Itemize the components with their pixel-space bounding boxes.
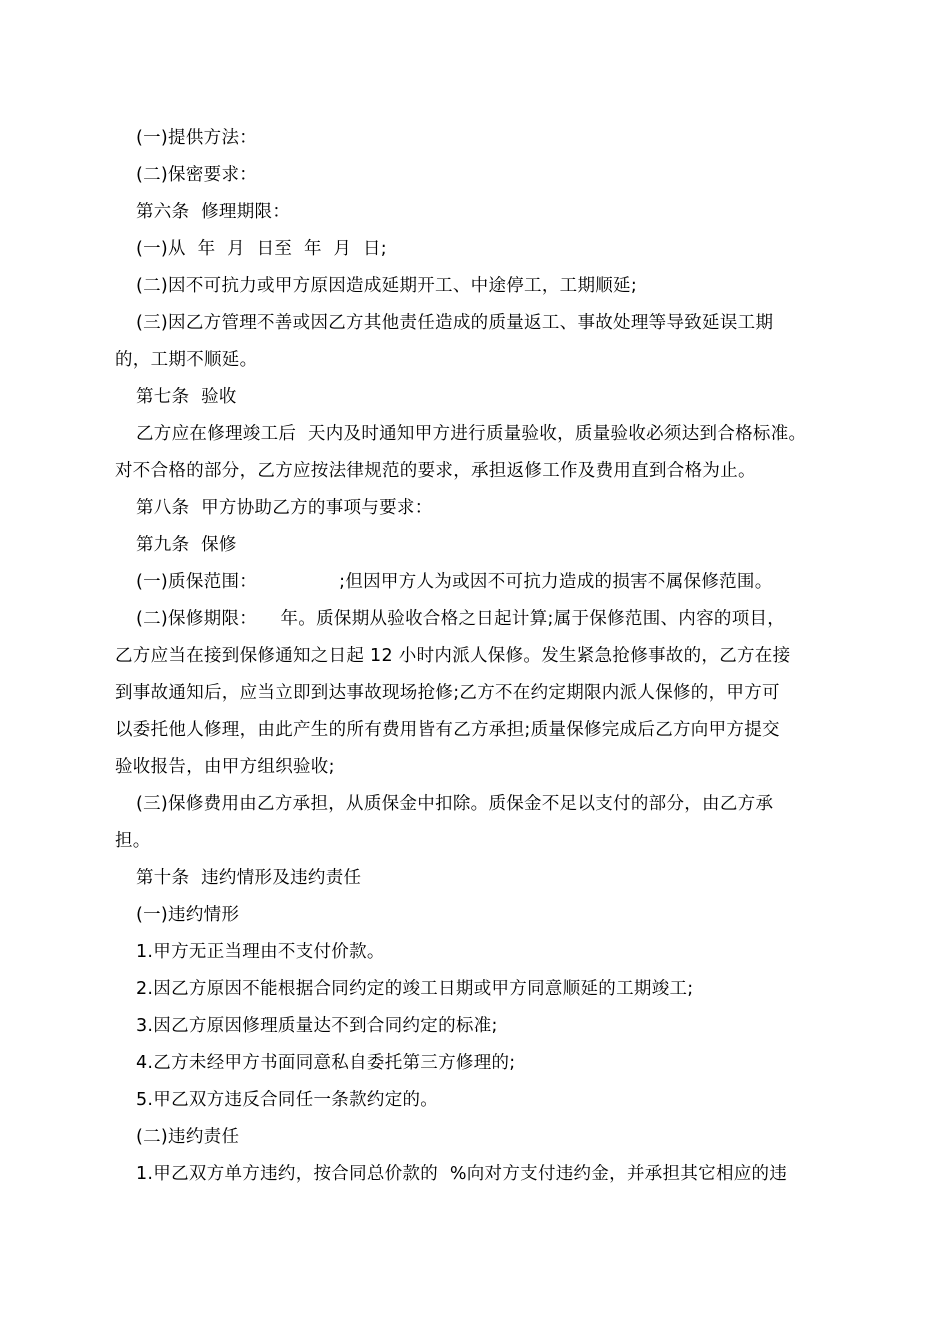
text-line: (二)违约责任 xyxy=(136,1127,240,1147)
text-line: (二)保修期限： 年。质保期从验收合格之日起计算;属于保修范围、内容的项目， xyxy=(136,609,786,629)
section-heading: 第六条 修理期限： xyxy=(136,202,291,222)
text-line: (一)质保范围： ;但因甲方人为或因不可抗力造成的损害不属保修范围。 xyxy=(136,572,773,592)
list-item: 4.乙方未经甲方书面同意私自委托第三方修理的; xyxy=(136,1053,516,1073)
list-item: 1.甲乙双方单方违约，按合同总价款的 %向对方支付违约金，并承担其它相应的违 xyxy=(136,1164,788,1184)
text-line: 以委托他人修理，由此产生的所有费用皆有乙方承担;质量保修完成后乙方向甲方提交 xyxy=(115,720,780,740)
text-line: (一)从 年 月 日至 年 月 日; xyxy=(136,239,388,259)
list-item: 2.因乙方原因不能根据合同约定的竣工日期或甲方同意顺延的工期竣工; xyxy=(136,979,694,999)
text-line: 对不合格的部分，乙方应按法律规范的要求，承担返修工作及费用直到合格为止。 xyxy=(115,461,756,481)
list-item: 3.因乙方原因修理质量达不到合同约定的标准; xyxy=(136,1016,498,1036)
section-heading: 第八条 甲方协助乙方的事项与要求： xyxy=(136,498,433,518)
list-item: 5.甲乙双方违反合同任一条款约定的。 xyxy=(136,1090,439,1110)
text-line: 验收报告，由甲方组织验收; xyxy=(115,757,335,777)
text-line: (三)保修费用由乙方承担，从质保金中扣除。质保金不足以支付的部分，由乙方承 xyxy=(136,794,774,814)
text-line: (二)因不可抗力或甲方原因造成延期开工、中途停工，工期顺延; xyxy=(136,276,638,296)
text-line: 乙方应当在接到保修通知之日起 12 小时内派人保修。发生紧急抢修事故的，乙方在接 xyxy=(115,646,791,666)
section-heading: 第十条 违约情形及违约责任 xyxy=(136,868,362,888)
section-heading: 第九条 保修 xyxy=(136,535,237,555)
text-line: (三)因乙方管理不善或因乙方其他责任造成的质量返工、事故处理等导致延误工期 xyxy=(136,313,774,333)
text-line: (二)保密要求： xyxy=(136,165,258,185)
text-line: 的，工期不顺延。 xyxy=(115,350,258,370)
text-line: 到事故通知后，应当立即到达事故现场抢修;乙方不在约定期限内派人保修的，甲方可 xyxy=(115,683,780,703)
text-line: (一)提供方法： xyxy=(136,128,258,148)
text-line: 乙方应在修理竣工后 天内及时通知甲方进行质量验收，质量验收必须达到合格标准。 xyxy=(136,424,807,444)
document-body xyxy=(115,120,840,1193)
list-item: 1.甲方无正当理由不支付价款。 xyxy=(136,942,385,962)
text-line: 担。 xyxy=(115,831,151,851)
section-heading: 第七条 验收 xyxy=(136,387,237,407)
text-line: (一)违约情形 xyxy=(136,905,240,925)
